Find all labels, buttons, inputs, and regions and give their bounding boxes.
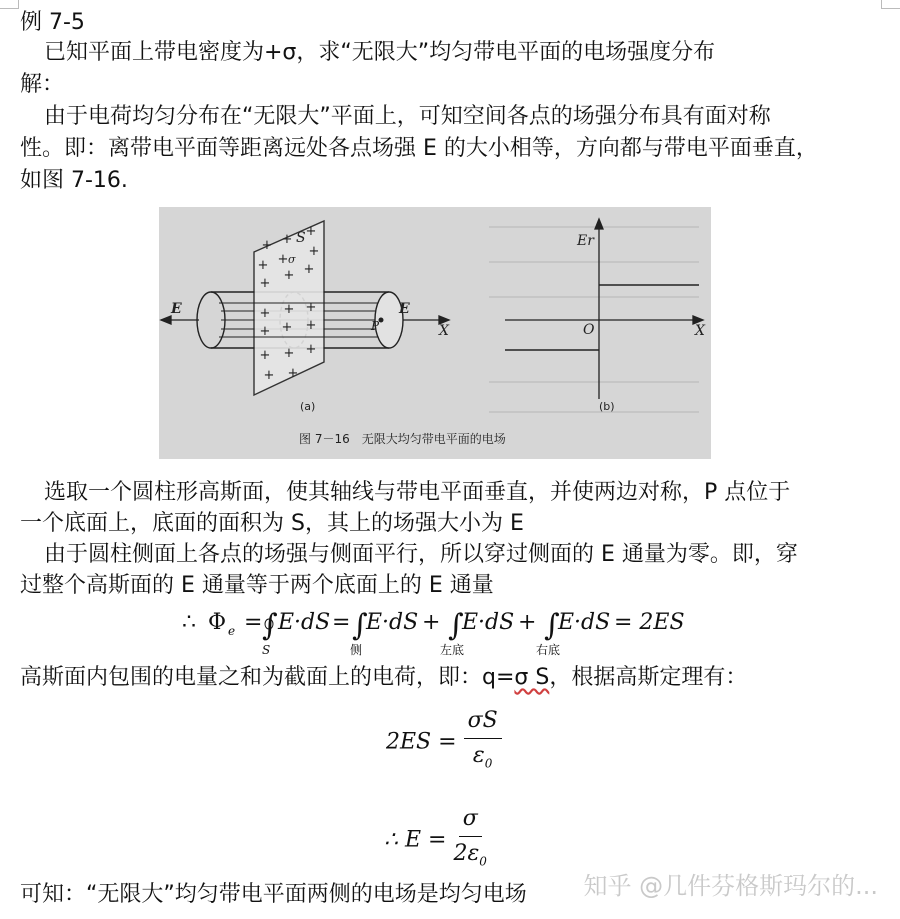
- figure-illustration: [159, 207, 711, 459]
- eq2-lhs: 2ES =: [386, 729, 457, 755]
- svg-text:+: +: [261, 238, 273, 253]
- paragraph-2-line-2: 一个底面上，底面的面积为 S，其上的场强大小为 E: [20, 511, 524, 536]
- label-Er: Er: [577, 233, 594, 249]
- label-O: O: [583, 322, 595, 338]
- svg-text:+: +: [283, 346, 295, 361]
- svg-text:+: +: [303, 262, 315, 277]
- svg-text:=: =: [332, 610, 351, 635]
- svg-text:+: +: [259, 348, 271, 363]
- term-1: E·dS: [278, 610, 331, 635]
- paragraph-1-line-2: 性。即：离带电平面等距离远处各点场强 E 的大小相等，方向都与带电平面垂直，: [20, 136, 818, 161]
- page-corner-left: [0, 0, 19, 9]
- svg-text:+: +: [259, 306, 271, 321]
- equation-flux: [182, 602, 702, 660]
- svg-text:+: +: [263, 368, 275, 383]
- svg-text:+: +: [305, 318, 317, 333]
- problem-statement: 已知平面上带电密度为+σ，求“无限大”均匀带电平面的电场强度分布: [44, 40, 716, 65]
- figure-caption: 图 7－16 无限大均匀带电平面的电场: [299, 432, 506, 446]
- term-4: E·dS: [558, 610, 611, 635]
- paragraph-4-sigma-s: σ S: [514, 665, 550, 690]
- figure-7-16: [159, 207, 711, 459]
- phi-subscript: e: [228, 624, 236, 638]
- svg-text:∫: ∫: [544, 608, 560, 643]
- paragraph-3-line-1: 由于圆柱侧面上各点的场强与侧面平行，所以穿过侧面的 E 通量为零。即，穿: [44, 542, 798, 567]
- page-corner-right: [881, 0, 900, 9]
- equation-flux-graphic: [182, 602, 702, 660]
- watermark: 知乎 @几件芬格斯玛尔的...: [583, 872, 878, 900]
- eq2-denominator: $\varepsilon_0$: [472, 743, 493, 771]
- integral-sub-side: 侧: [350, 643, 363, 657]
- svg-text:∫: ∫: [352, 608, 368, 643]
- conclusion: 可知：“无限大”均匀带电平面两侧的电场是均匀电场: [20, 882, 527, 907]
- eq3-fraction: [453, 804, 486, 876]
- svg-text:+: +: [308, 244, 320, 259]
- paragraph-4: [20, 663, 747, 693]
- svg-text:+: +: [281, 320, 293, 335]
- eq3-numerator: σ: [459, 804, 482, 837]
- svg-text:+: +: [283, 302, 295, 317]
- label-P: P: [371, 319, 380, 333]
- paragraph-1-line-1: 由于电荷均匀分布在“无限大”平面上，可知空间各点的场强分布具有面对称: [44, 104, 771, 129]
- integral-sub-S: S: [262, 643, 271, 657]
- phi-symbol: Φ: [208, 610, 227, 635]
- svg-text:+: +: [287, 366, 299, 381]
- svg-text:+: +: [257, 258, 269, 273]
- therefore-symbol: ∴: [182, 610, 196, 635]
- label-a: (a): [300, 400, 316, 413]
- label-E-left: E: [171, 301, 182, 317]
- paragraph-4-prefix: 高斯面内包围的电量之和为截面上的电荷，即：q=: [20, 665, 515, 690]
- integral-sub-right: 右底: [536, 643, 561, 657]
- paragraph-4-suffix: ，根据高斯定理有：: [549, 665, 748, 690]
- label-S: S: [296, 230, 306, 246]
- eq2-numerator: σS: [464, 706, 502, 739]
- example-label: 例 7-5: [20, 10, 85, 35]
- flux-result: = 2ES: [614, 610, 685, 635]
- svg-text:+: +: [259, 276, 271, 291]
- eq2-fraction: [464, 706, 502, 778]
- svg-text:+: +: [259, 324, 271, 339]
- label-X-a: X: [439, 323, 449, 339]
- label-b: (b): [599, 400, 615, 413]
- svg-text:+: +: [422, 610, 441, 635]
- solution-label: 解：: [20, 72, 65, 97]
- svg-text:+: +: [281, 232, 293, 247]
- svg-text:+: +: [277, 252, 289, 267]
- paragraph-1-line-3: 如图 7-16.: [20, 168, 128, 193]
- svg-text:+: +: [283, 268, 295, 283]
- svg-text:=: =: [244, 610, 263, 635]
- equation-gauss: [386, 706, 502, 778]
- svg-text:+: +: [518, 610, 537, 635]
- svg-text:∫: ∫: [262, 608, 278, 643]
- term-3: E·dS: [462, 610, 515, 635]
- eq3-lhs: ∴ E =: [384, 827, 447, 853]
- term-2: E·dS: [366, 610, 419, 635]
- svg-text:+: +: [305, 224, 317, 239]
- label-E-right: E: [399, 301, 410, 317]
- svg-text:+: +: [305, 342, 317, 357]
- svg-text:∫: ∫: [448, 608, 464, 643]
- equation-field: [384, 804, 487, 876]
- paragraph-3-line-2: 过整个高斯面的 E 通量等于两个底面上的 E 通量: [20, 573, 494, 598]
- integral-sub-left: 左底: [440, 643, 465, 657]
- label-sigma: σ: [288, 253, 296, 266]
- label-X-b: X: [695, 323, 705, 339]
- svg-text:+: +: [305, 300, 317, 315]
- paragraph-2-line-1: 选取一个圆柱形高斯面，使其轴线与带电平面垂直，并使两边对称，P 点位于: [44, 480, 791, 505]
- eq3-denominator: $2\varepsilon_0$: [453, 841, 487, 869]
